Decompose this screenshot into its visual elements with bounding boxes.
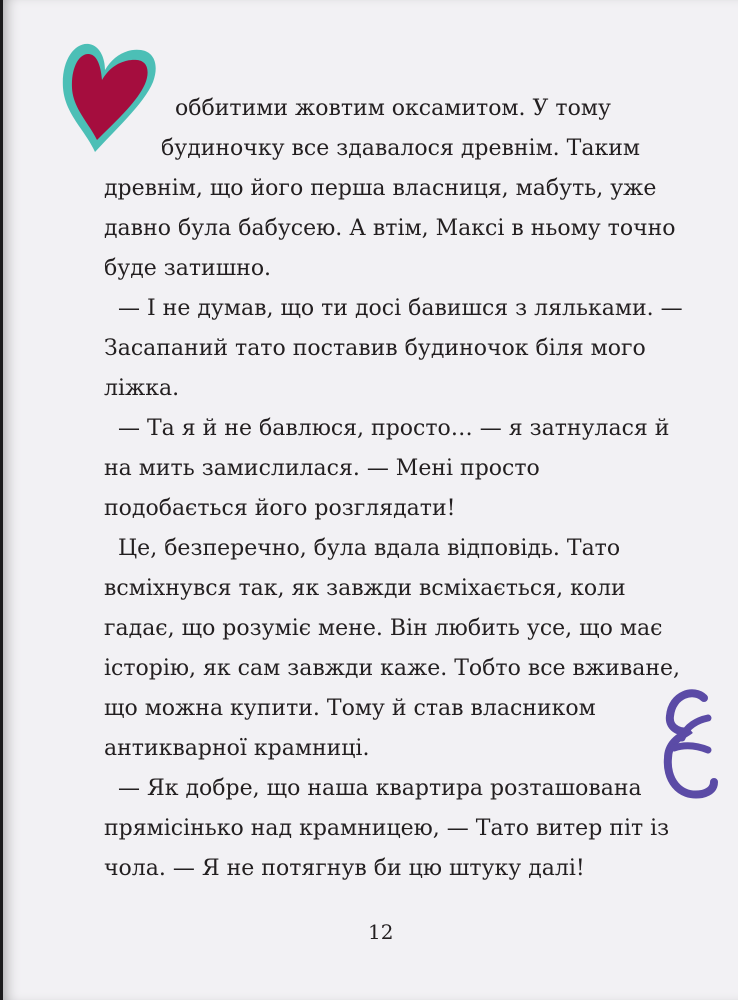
text-line: давно була бабусею. А втім, Максі в ньому точно [104,216,676,241]
heart-icon [55,34,163,160]
text-line: історію, як сам завжди каже. Тобто все вживане, [104,656,681,681]
text-line: буде затишно. [104,256,272,281]
text-line: — Та я й не бавлюся, просто… — я затнулася й [118,416,670,441]
text-line: Засапаний тато поставив будиночок біля мого [104,336,646,361]
text-line: всміхнувся так, як завжди всміхається, коли [104,576,626,601]
text-line: прямісінько над крамницею, — Тато витер піт із [104,816,670,841]
letter-ye-icon [658,686,720,804]
text-line: древнім, що його перша власниця, мабуть, уже [104,176,657,201]
text-line: — Як добре, що наша квартира розташована [118,776,642,801]
text-line: — І не думав, що ти досі бавишся з ляльками. — [118,296,683,321]
text-line: Це, безперечно, була вдала відповідь. Тато [118,536,621,561]
text-line: ліжка. [104,376,180,401]
text-line: на мить замислилася. — Мені просто [104,456,540,481]
text-line: антикварної крамниці. [104,736,370,761]
text-line: гадає, що розуміє мене. Він любить усе, що має [104,616,663,641]
text-line: чола. — Я не потягнув би цю штуку далі! [104,856,585,881]
text-line: будиночку все здавалося древнім. Таким [161,136,640,161]
text-line: що можна купити. Тому й став власником [104,696,596,721]
text-line: подобається його розглядати! [104,496,456,521]
page-number: 12 [368,920,394,944]
book-page [3,0,738,1000]
text-line: оббитими жовтим оксамитом. У тому [175,96,611,121]
